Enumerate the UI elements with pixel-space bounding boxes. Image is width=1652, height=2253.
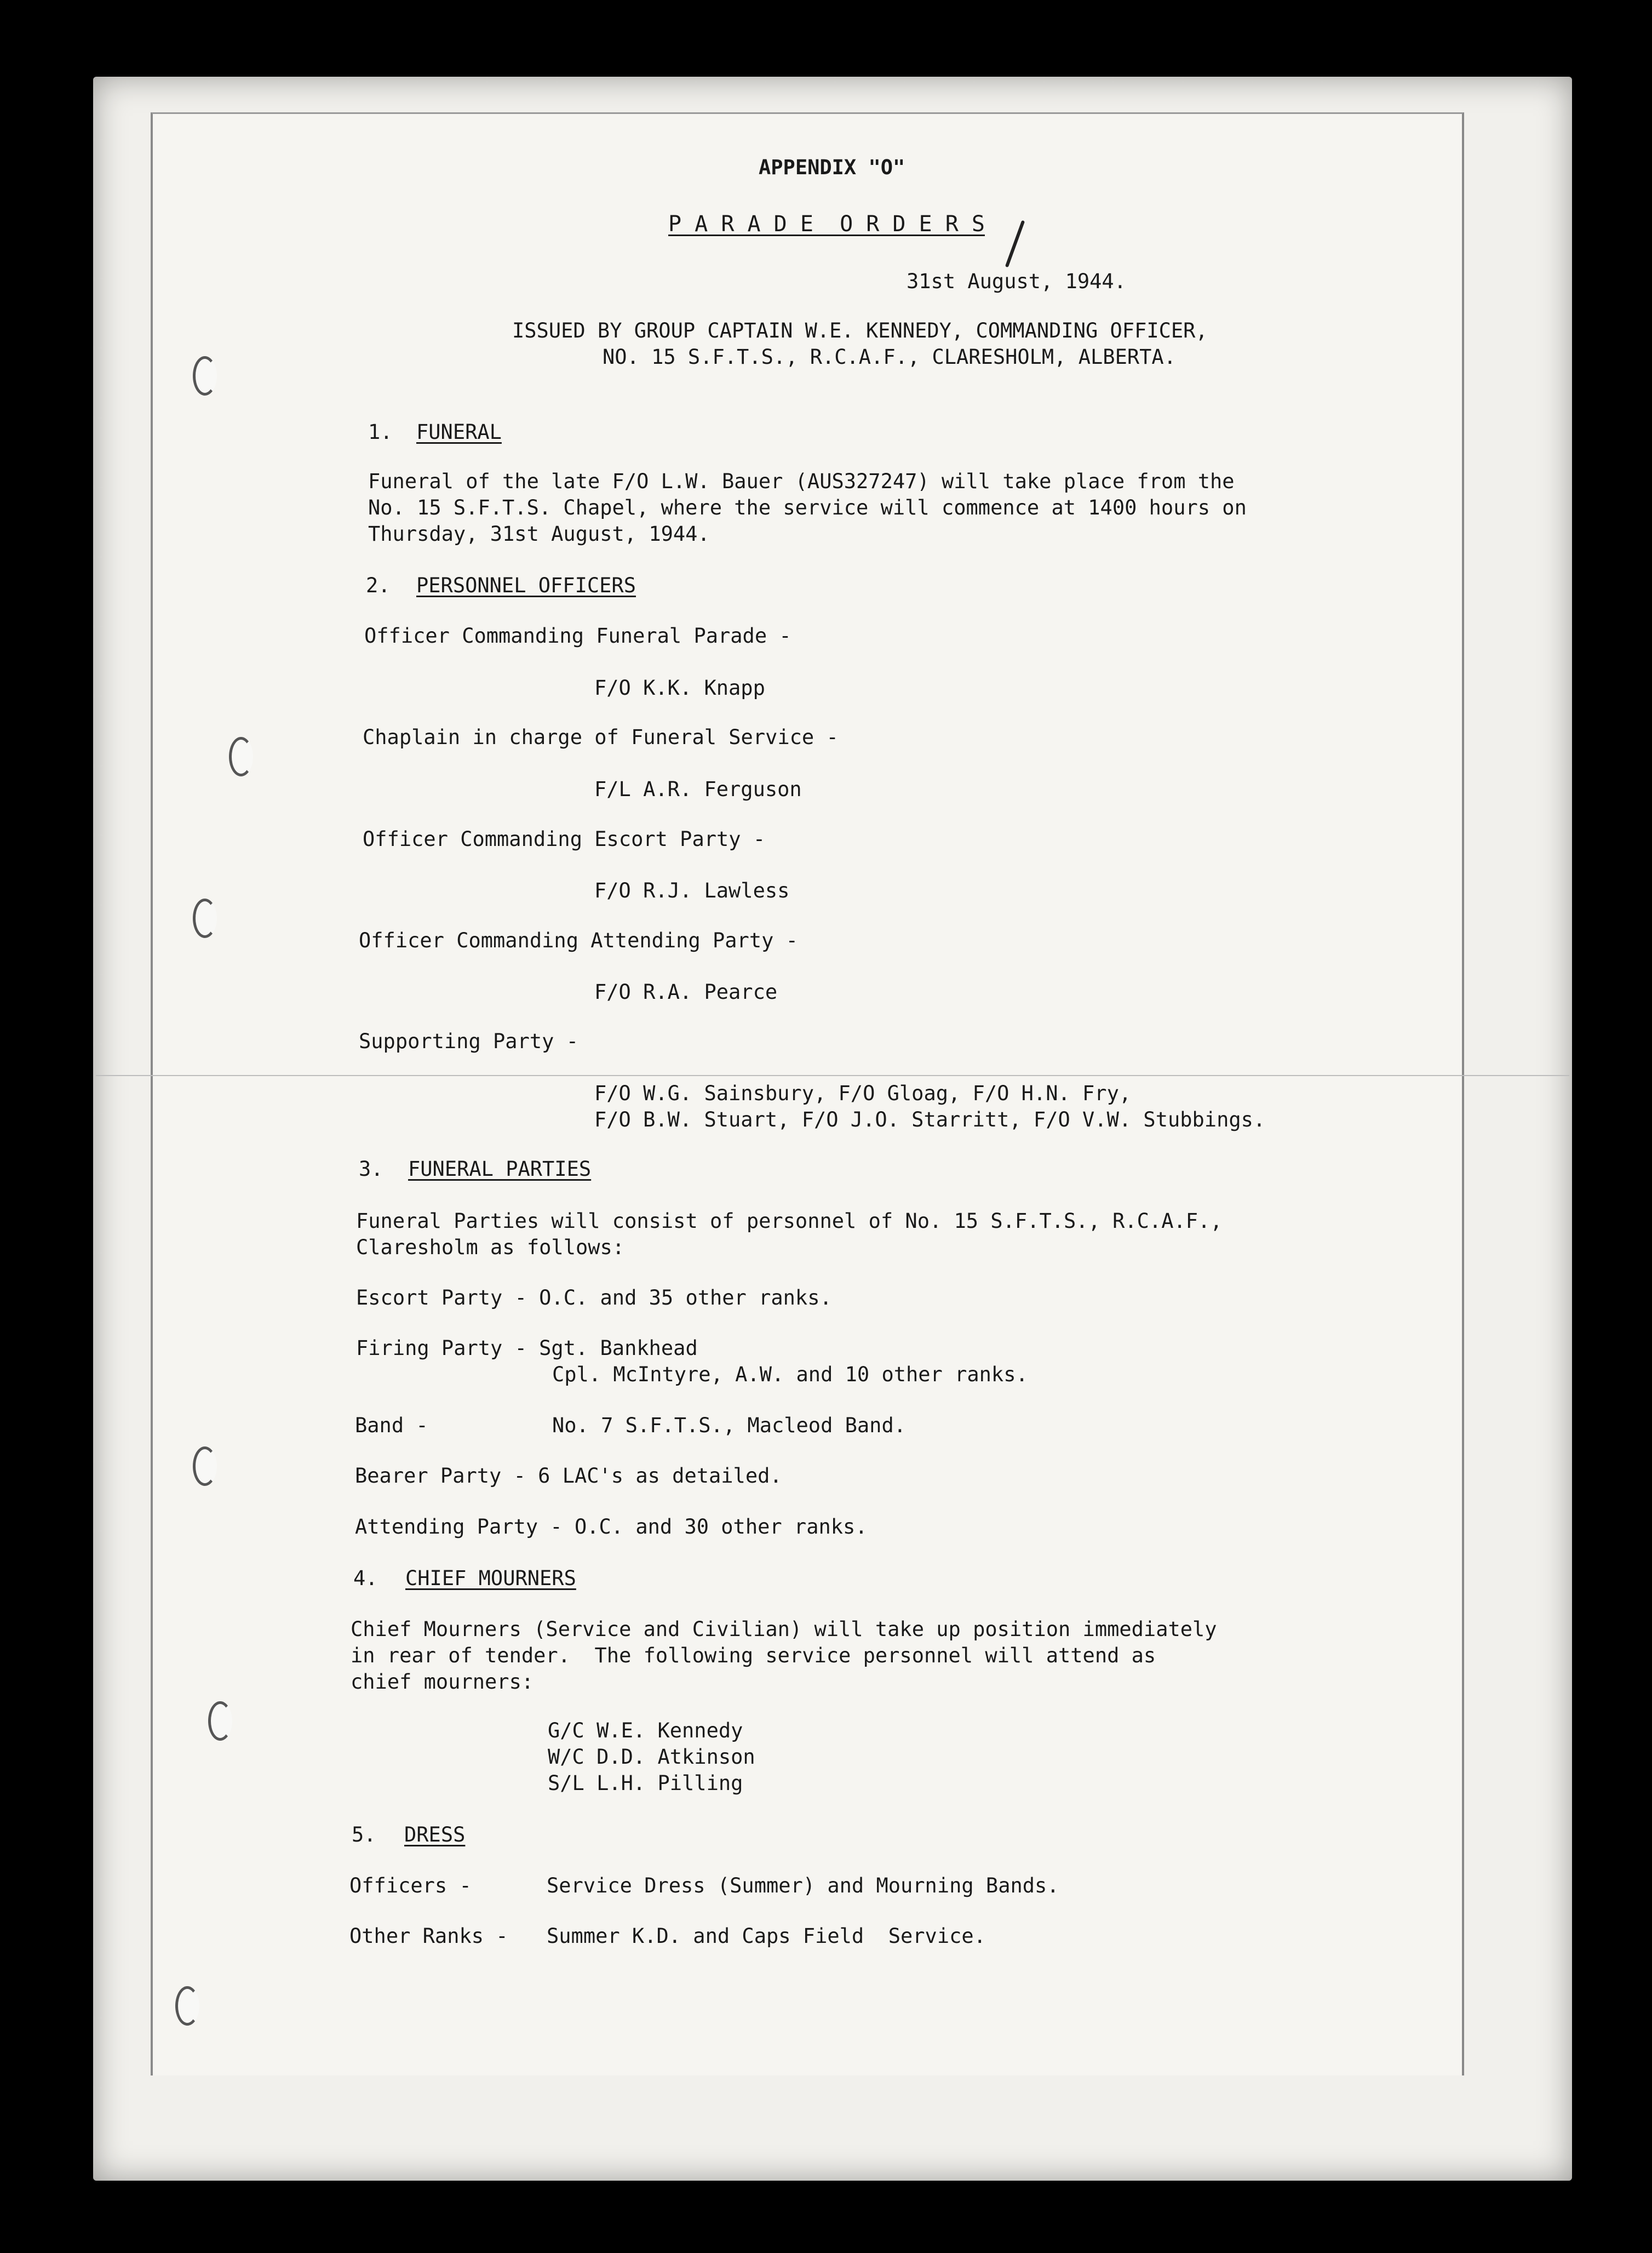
section-number: 4. (353, 1566, 378, 1590)
party-entry-continued: Cpl. McIntyre, A.W. and 10 other ranks. (552, 1363, 1028, 1386)
punch-hole (193, 899, 217, 938)
paragraph-line: Claresholm as follows: (356, 1236, 625, 1259)
party-entry: Firing Party - Sgt. Bankhead (356, 1336, 698, 1360)
issued-by-line2: NO. 15 S.F.T.S., R.C.A.F., CLARESHOLM, ALBERTA. (603, 345, 1176, 369)
section-number: 5. (352, 1823, 376, 1846)
dress-value: Summer K.D. and Caps Field Service. (547, 1924, 986, 1948)
fold-line (96, 1075, 1569, 1076)
section-heading: DRESS (404, 1823, 466, 1846)
officer-names-line: F/O B.W. Stuart, F/O J.O. Starritt, F/O V.W. Stubbings. (594, 1108, 1266, 1131)
officer-name: F/O K.K. Knapp (594, 676, 765, 700)
paragraph-line: chief mourners: (351, 1670, 534, 1694)
punch-hole (229, 737, 253, 776)
officer-name: F/O R.A. Pearce (594, 980, 778, 1004)
role-label: Officer Commanding Escort Party - (363, 827, 766, 851)
paragraph-line: Chief Mourners (Service and Civilian) will take up position immediately (351, 1617, 1217, 1641)
section-number: 2. (366, 574, 391, 597)
role-label: Supporting Party - (359, 1030, 578, 1053)
role-label: Officer Commanding Funeral Parade - (364, 624, 791, 648)
punch-hole (193, 356, 217, 396)
page-title: P A R A D E O R D E R S (668, 211, 985, 237)
paragraph-line: Thursday, 31st August, 1944. (368, 522, 710, 546)
dress-value: Service Dress (Summer) and Mourning Bands. (547, 1874, 1059, 1897)
dress-label: Other Ranks - (349, 1924, 508, 1948)
issued-by-line1: ISSUED BY GROUP CAPTAIN W.E. KENNEDY, COMMANDING OFFICER, (512, 319, 1208, 342)
paragraph-line: in rear of tender. The following service personnel will attend as (351, 1644, 1156, 1667)
party-value: No. 7 S.F.T.S., Macleod Band. (552, 1414, 907, 1437)
role-label: Chaplain in charge of Funeral Service - (363, 725, 839, 749)
mourner-name: G/C W.E. Kennedy (548, 1719, 743, 1742)
punch-hole (208, 1701, 232, 1741)
party-entry: Attending Party - O.C. and 30 other ranks. (355, 1515, 868, 1539)
section-heading: FUNERAL (416, 420, 502, 444)
dress-label: Officers - (349, 1874, 472, 1897)
order-date: 31st August, 1944. (907, 270, 1126, 293)
role-label: Officer Commanding Attending Party - (359, 929, 798, 952)
officer-names-line: F/O W.G. Sainsbury, F/O Gloag, F/O H.N. Fry, (594, 1082, 1132, 1105)
appendix-label: APPENDIX "O" (759, 156, 905, 179)
section-heading: PERSONNEL OFFICERS (416, 574, 636, 597)
party-entry: Escort Party - O.C. and 35 other ranks. (356, 1286, 832, 1310)
section-heading: FUNERAL PARTIES (408, 1157, 592, 1181)
mourner-name: S/L L.H. Pilling (548, 1771, 743, 1795)
section-number: 1. (368, 420, 393, 444)
officer-name: F/O R.J. Lawless (594, 879, 790, 902)
officer-name: F/L A.R. Ferguson (594, 777, 802, 801)
paragraph-line: Funeral Parties will consist of personnel of No. 15 S.F.T.S., R.C.A.F., (356, 1209, 1223, 1233)
mourner-name: W/C D.D. Atkinson (548, 1745, 755, 1769)
section-heading: CHIEF MOURNERS (405, 1566, 576, 1590)
paragraph-line: Funeral of the late F/O L.W. Bauer (AUS327247) will take place from the (368, 470, 1235, 493)
party-entry: Bearer Party - 6 LAC's as detailed. (355, 1464, 782, 1488)
section-number: 3. (359, 1157, 383, 1181)
punch-hole (193, 1446, 217, 1486)
party-label: Band - (355, 1414, 428, 1437)
paragraph-line: No. 15 S.F.T.S. Chapel, where the service will commence at 1400 hours on (368, 496, 1247, 519)
punch-hole (175, 1986, 199, 2026)
